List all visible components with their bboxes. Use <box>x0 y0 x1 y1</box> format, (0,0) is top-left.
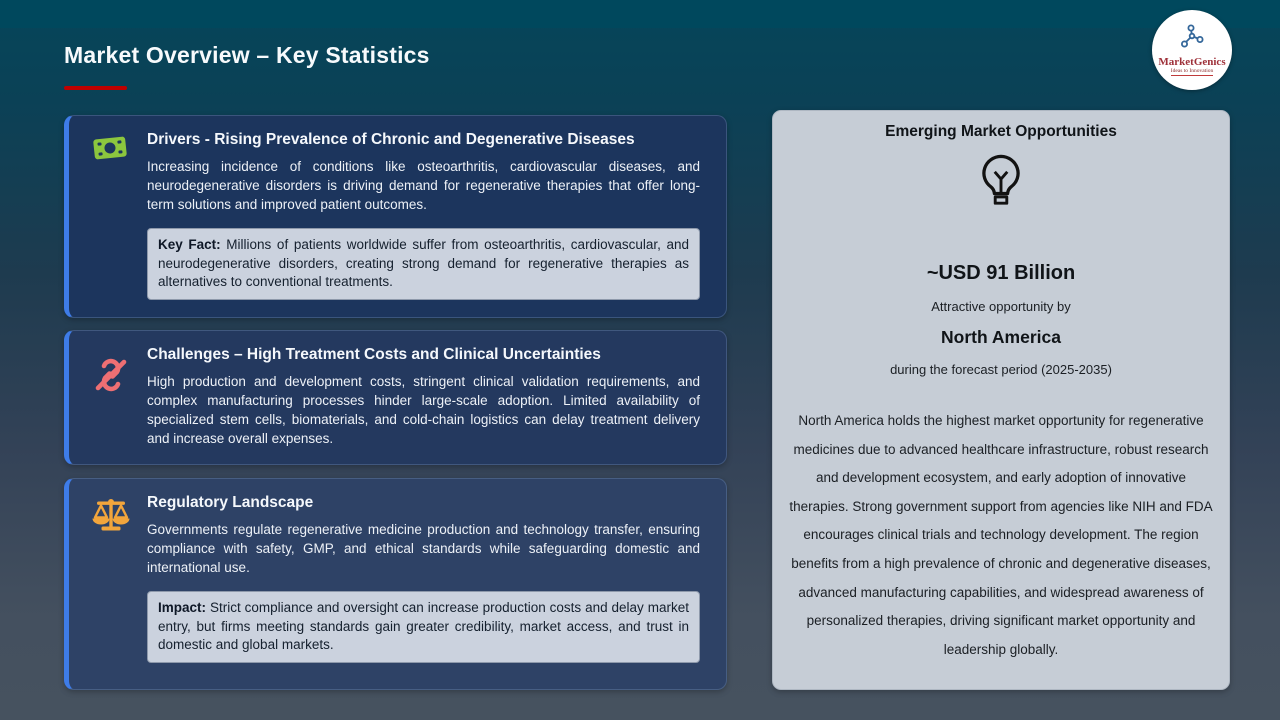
opportunity-panel-title: Emerging Market Opportunities <box>885 123 1117 140</box>
opportunity-value: ~USD 91 Billion <box>926 262 1076 284</box>
impact-label: Impact: <box>158 599 207 615</box>
regulatory-card-title: Regulatory Landscape <box>147 494 314 511</box>
opportunity-description: North America holds the highest market opportunity for regenerative medicines due to advanced healthcare infrastructure, robust research and development ecosystem, and early adoption of innovative therapies. Strong government support from agencies like NIH and FDA encourages clinical trials and technology development. The region benefits from a high prevalence of chronic and degenerative diseases, advanced manufacturing capabilities, and widespread awareness of personalized therapies, driving significant market opportunity and leadership globally. <box>789 413 1213 657</box>
money-icon <box>91 132 129 169</box>
key-fact-text: Millions of patients worldwide suffer from osteoarthritis, cardiovascular, and neurodegenerative disorders, creating strong demand for regenerative therapies as alternatives to conventional treatments. <box>158 236 689 290</box>
molecule-icon <box>1179 24 1205 55</box>
title-accent-underline <box>64 86 127 90</box>
drivers-card-title: Drivers - Rising Prevalence of Chronic and Degenerative Diseases <box>147 131 635 148</box>
opportunity-period: during the forecast period (2025-2035) <box>890 362 1112 377</box>
impact-text: Strict compliance and oversight can increase production costs and delay market entry, but firms meeting standards gain greater credibility, market access, and trust in domestic and global markets. <box>158 599 689 653</box>
key-fact-box <box>147 228 700 301</box>
broken-link-icon <box>91 355 131 400</box>
challenges-card-title: Challenges – High Treatment Costs and Clinical Uncertainties <box>147 346 601 363</box>
key-fact-label: Key Fact: <box>158 236 221 252</box>
regulatory-card-body: Governments regulate regenerative medicine production and technology transfer, ensuring compliance with safety, GMP, and ethical standards while safeguarding domestic and international use. <box>147 522 700 575</box>
opportunity-panel <box>772 110 1230 690</box>
opportunity-region: North America <box>941 327 1061 347</box>
scales-icon <box>91 497 131 540</box>
marketgenics-logo <box>1152 10 1232 90</box>
top-bar <box>0 0 1280 28</box>
drivers-card-body: Increasing incidence of conditions like osteoarthritis, cardiovascular diseases, and neurodegenerative disorders is driving demand for regenerative therapies that offer long-term solutions and improved patient outcomes. <box>147 159 700 212</box>
regulatory-card <box>64 478 727 690</box>
lightbulb-icon <box>977 153 1025 214</box>
page-title: Market Overview – Key Statistics <box>64 42 430 68</box>
opportunity-subtitle: Attractive opportunity by <box>931 299 1071 314</box>
challenges-card-body: High production and development costs, stringent clinical validation requirements, and complex manufacturing processes hinder large-scale adoption. Limited availability of specialized stem cells, biomaterials, and cold-chain logistics can delay treatment delivery and increase overall expenses. <box>147 374 700 446</box>
drivers-card <box>64 115 727 318</box>
logo-name: MarketGenics <box>1158 56 1226 68</box>
logo-tagline: Ideas to Innovation <box>1170 68 1214 74</box>
impact-box <box>147 591 700 664</box>
challenges-card <box>64 330 727 465</box>
